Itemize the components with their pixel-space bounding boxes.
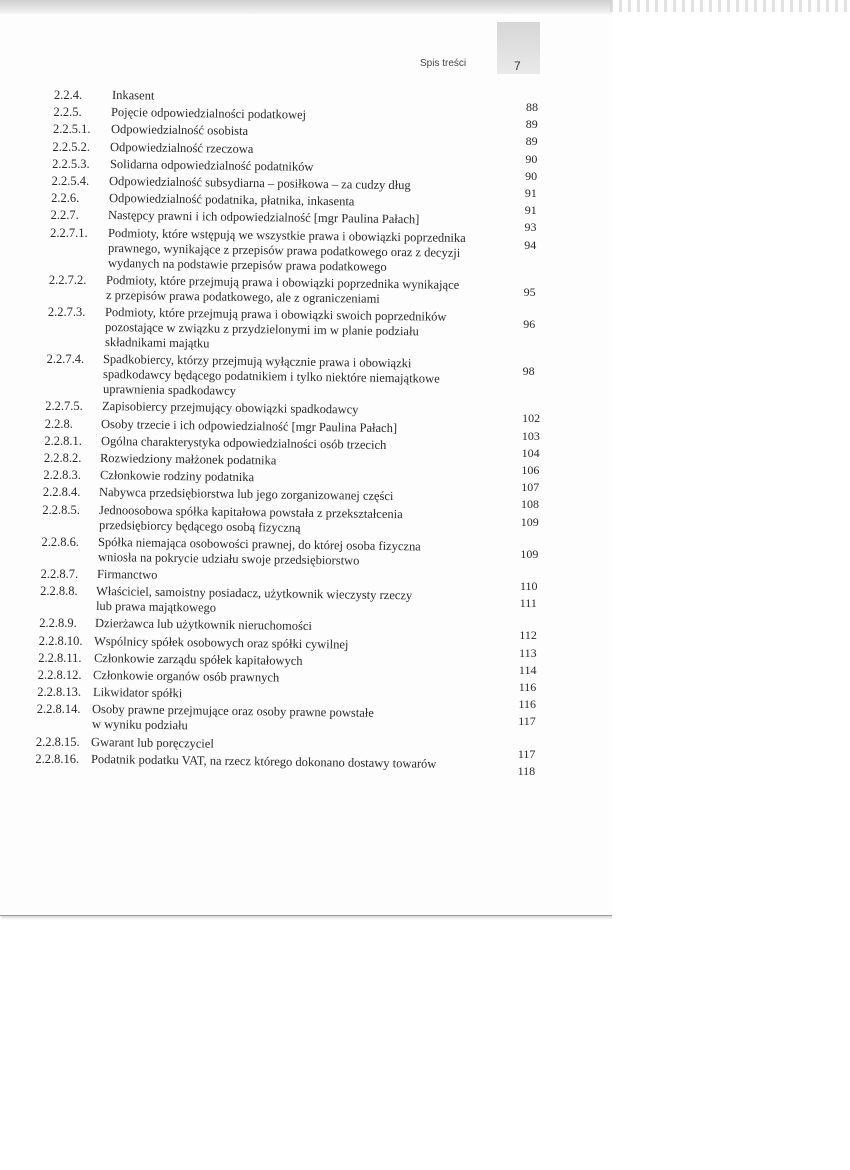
toc-entry-title-line: Spadkobiercy, którzy przejmują wyłącznie prawa i obowiązki — [103, 352, 413, 371]
toc-entry-title — [97, 534, 488, 568]
toc-entry-page: 117 — [517, 746, 536, 761]
toc-entry-page: 116 — [518, 680, 537, 694]
toc-entry-title-line: Firmanctwo — [96, 567, 158, 582]
toc-entry-page: 104 — [521, 445, 540, 460]
toc-entry-title — [105, 305, 495, 350]
toc-entry-page: 91 — [524, 186, 537, 200]
toc-entry-number: 2.2.8.12. — [37, 668, 82, 682]
toc-entry-page: 89 — [525, 134, 538, 149]
running-header: Spis treści — [420, 58, 467, 69]
toc-entry-title — [94, 633, 484, 652]
toc-entry-title — [107, 225, 498, 274]
toc-entry-title — [103, 352, 493, 397]
toc-entry-page: 111 — [519, 596, 537, 611]
toc-entry-title-line: Spółka niemająca osobowości prawnej, do której osoba fizyczna — [97, 534, 421, 554]
toc-entry-title-line: wniosła na pokrycie udziału swoje przedsiębiorstwo — [97, 549, 360, 568]
toc-entry-page: 113 — [519, 645, 537, 660]
toc-entry-title-line: lub prawa majątkowego — [95, 599, 217, 615]
toc-entry-title — [90, 751, 481, 771]
toc-entry-title — [93, 685, 483, 700]
toc-entry-number: 2.2.8.3. — [43, 468, 81, 483]
toc-entry-title-line: wydanych na podstawie przepisów prawa podatkowego — [107, 255, 387, 274]
toc-entry-page: 117 — [518, 714, 536, 729]
toc-entry-page: 112 — [519, 628, 537, 643]
scanner-background — [612, 0, 850, 1170]
toc-entry-title-line: Podmioty, które przejmują prawa i obowiązki swoich poprzedników — [104, 305, 447, 324]
toc-entry-number: 2.2.5.3. — [52, 156, 90, 171]
toc-entry-title — [112, 88, 502, 103]
toc-entry-number: 2.2.8. — [44, 416, 73, 431]
toc-entry-number: 2.2.7.4. — [46, 352, 85, 367]
toc-entry-title-line: Odpowiedzialność rzeczowa — [110, 139, 254, 156]
toc-entry-title-line: Odpowiedzialność osobista — [110, 122, 249, 139]
toc-entry-title-line: Następcy prawni i ich odpowiedzialność [mgr Paulina Pałach] — [108, 208, 420, 227]
toc-entry-number: 2.2.7.5. — [45, 399, 83, 414]
toc-entry-title — [111, 105, 501, 120]
toc-entry-title-line: uprawnienia spadkodawcy — [103, 382, 237, 399]
toc-entry-title-line: Rozwiedziony małżonek podatnika — [100, 451, 277, 468]
toc-entry-number: 2.2.8.16. — [35, 751, 80, 766]
toc-entry-title — [108, 208, 498, 227]
toc-entry-number: 2.2.7.3. — [47, 305, 86, 319]
toc-entry-title-line: Osoby prawne przejmujące oraz osoby prawne powstałe — [92, 702, 375, 721]
toc-entry-title — [110, 140, 500, 155]
toc-entry-title — [97, 567, 487, 582]
toc-entry-number: 2.2.8.4. — [42, 485, 81, 500]
toc-entry-title — [101, 399, 492, 417]
toc-entry-page: 103 — [521, 428, 540, 443]
toc-entry-title-line: Pojęcie odpowiedzialności podatkowej — [111, 105, 307, 122]
toc-entry-number: 2.2.4. — [54, 88, 83, 102]
page-number: 7 — [514, 59, 521, 73]
toc-entry-number: 2.2.8.15. — [35, 734, 80, 749]
toc-entry-title-line: Podmioty, które przejmują prawa i obowiązki poprzednika wynikające — [105, 272, 460, 292]
toc-entry-page: 114 — [518, 662, 537, 677]
toc-entry-title — [105, 272, 496, 306]
toc-entry-number: 2.2.8.13. — [37, 685, 82, 700]
toc-entry-page: 109 — [520, 546, 539, 561]
toc-entry-title-line: Zapisobiercy przejmujący obowiązki spadkodawcy — [101, 399, 359, 417]
toc-entry-number: 2.2.5.2. — [52, 139, 91, 154]
toc-entry-number: 2.2.8.5. — [42, 502, 80, 517]
toc-entry-title-line: Właściciel, samoistny posiadacz, użytkownik wieczysty rzeczy — [95, 584, 413, 603]
toc-entry-page: 106 — [521, 463, 540, 477]
toc-entry-title-line: Nabywca przedsiębiorstwa lub jego zorganizowanej części — [99, 485, 394, 504]
toc-entry-title-line: Odpowiedzialność subsydiarna – posiłkowa – za cudzy dług — [109, 174, 411, 193]
toc-entry-title-line: spadkodawcy będącego podatnikiem i tylko niektóre niemajątkowe — [103, 367, 441, 386]
toc-entry-title — [100, 433, 491, 452]
toc-entry-title-line: w wyniku podziału — [92, 717, 189, 733]
toc-entry-title-line: Odpowiedzialność podatnika, płatnika, inkasenta — [108, 191, 355, 209]
toc-entry-number: 2.2.5.1. — [53, 122, 91, 137]
toc-entry-title-line: Osoby trzecie i ich odpowiedzialność [mgr Paulina Pałach] — [101, 416, 398, 435]
toc-entry-title-line: Wspólnicy spółek osobowych oraz spółki cywilnej — [94, 633, 349, 652]
toc-entry-number: 2.2.8.10. — [38, 633, 83, 648]
toc-entry-number: 2.2.8.8. — [40, 584, 78, 599]
toc-entry-page: 102 — [522, 411, 541, 426]
toc-entry-page: 116 — [518, 697, 537, 712]
toc-entry-title-line: Członkowie rodziny podatnika — [99, 468, 254, 485]
toc-entry-title-line: Członkowie organów osób prawnych — [93, 668, 280, 685]
toc-entry-page: 90 — [525, 151, 538, 166]
toc-entry-page: 110 — [519, 579, 538, 593]
toc-entry-page: 88 — [526, 100, 538, 114]
toc-entry-title-line: Dzierżawca lub użytkownik nieruchomości — [94, 616, 313, 634]
toc-entry-title — [92, 702, 482, 732]
toc-entry-number: 2.2.7. — [50, 208, 79, 223]
toc-entry-title-line: przedsiębiorcy będącego osobą fizyczną — [98, 517, 301, 535]
toc-entry-page: 118 — [517, 763, 536, 778]
toc-entry-page: 90 — [525, 168, 538, 183]
scan-edge-artifact — [610, 0, 850, 12]
toc-entry-title — [100, 451, 490, 466]
toc-entry-number: 2.2.5.4. — [51, 174, 90, 188]
toc-entry-number: 2.2.5. — [53, 105, 82, 120]
toc-entry-title-line: składnikami majątku — [104, 335, 210, 351]
toc-entry-title-line: Gwarant lub poręczyciel — [91, 734, 215, 751]
toc-entry-title-line: Likwidator spółki — [92, 685, 183, 701]
toc-entry-title-line: Członkowie zarządu spółek kapitałowych — [93, 650, 303, 668]
toc-entry-title — [96, 584, 486, 614]
toc-entry-title-line: Ogólna charakterystyka odpowiedzialności osób trzecich — [100, 433, 387, 452]
toc-entry-title — [109, 174, 499, 193]
toc-entry-title — [110, 157, 500, 172]
toc-entry-title-line: Inkasent — [111, 88, 155, 103]
toc-entry-page: 108 — [520, 497, 539, 512]
toc-entry-number: 2.2.8.11. — [38, 650, 82, 665]
toc-entry-number: 2.2.8.2. — [43, 451, 82, 465]
toc-entry-number: 2.2.7.1. — [50, 225, 88, 240]
toc-entry-title-line: pozostające w związku z przydzielonymi im w planie podziału — [104, 320, 419, 339]
toc-entry-number: 2.2.8.14. — [36, 702, 81, 717]
toc-entry-number: 2.2.8.9. — [39, 616, 77, 631]
toc-entry-title — [99, 485, 489, 504]
toc-entry-title — [100, 468, 490, 483]
toc-entry-number: 2.2.8.1. — [44, 433, 82, 448]
toc-entry-page: 107 — [521, 480, 540, 495]
toc-entry-page: 96 — [523, 317, 536, 331]
toc-entry-page: 89 — [525, 117, 538, 132]
toc-entry-title-line: Podmioty, które wstępują we wszystkie prawa i obowiązki poprzednika — [107, 225, 466, 245]
toc-entry-page: 98 — [522, 364, 535, 379]
toc-entry-page: 95 — [523, 284, 536, 299]
toc-entry-title-line: Podatnik podatku VAT, na rzecz którego dokonano dostawy towarów — [90, 751, 437, 771]
toc-entry-page: 109 — [520, 514, 539, 529]
toc-entry-page: 91 — [524, 203, 537, 218]
toc-entry-number: 2.2.7.2. — [48, 272, 87, 287]
toc-entry-title — [108, 191, 499, 209]
toc-entry-title — [93, 668, 483, 683]
toc-entry-title — [99, 503, 489, 533]
toc-entry-title — [101, 416, 491, 435]
toc-entry-title — [94, 616, 485, 634]
toc-entry-title-line: Solidarna odpowiedzialność podatników — [109, 156, 314, 174]
toc-entry-number: 2.2.8.6. — [41, 534, 79, 549]
toc-entry-title-line: z przepisów prawa podatkowego, ale z ograniczeniami — [105, 287, 380, 306]
toc-entry-title-line: prawnego, wynikające z przepisów prawa podatkowego oraz z decyzji — [107, 240, 460, 260]
toc-entry-title — [94, 651, 484, 666]
toc-entry-number: 2.2.6. — [51, 191, 80, 206]
toc-entry-title — [91, 735, 481, 750]
toc-entry-number: 2.2.8.7. — [40, 567, 79, 581]
toc-entry-title — [111, 122, 501, 137]
toc-entry-title-line: Jednoosobowa spółka kapitałowa powstała z przekształcenia — [98, 502, 403, 521]
toc-entry-page: 94 — [524, 237, 537, 252]
toc-entry-page: 93 — [524, 220, 537, 235]
